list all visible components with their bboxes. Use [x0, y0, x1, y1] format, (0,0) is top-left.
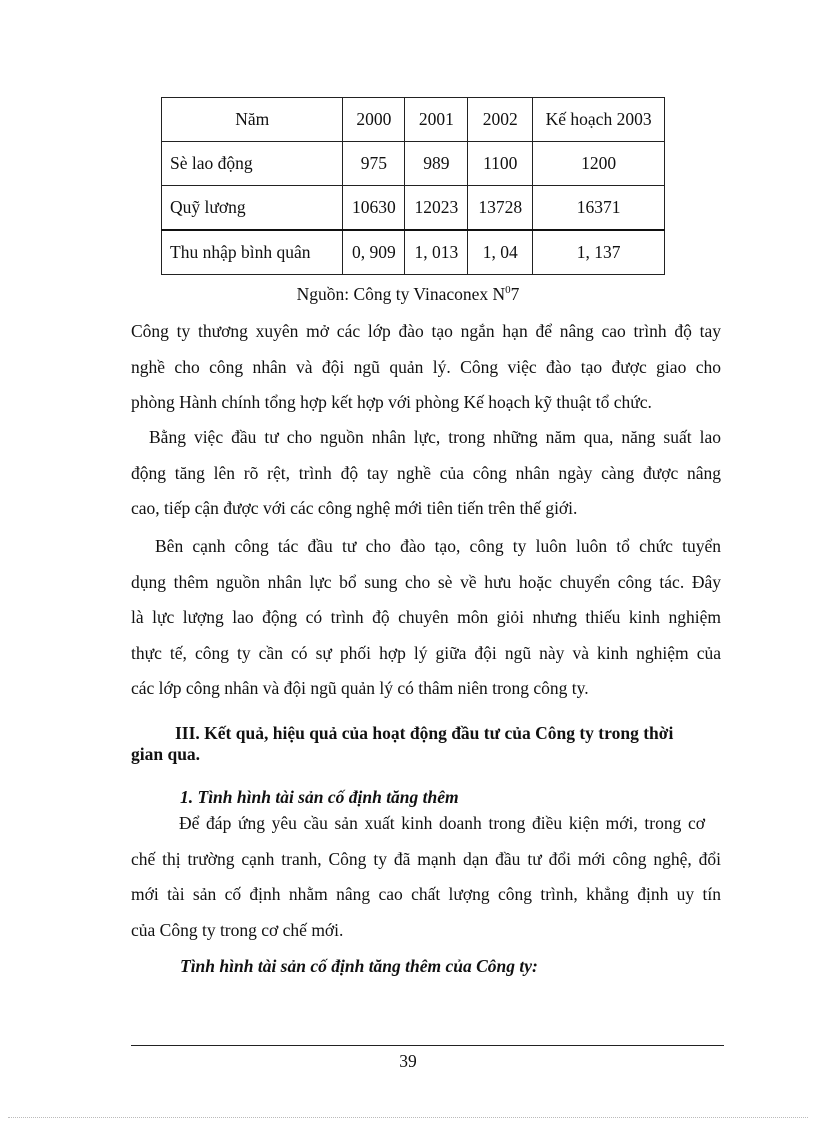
table-cell: 1100 — [468, 142, 533, 186]
caption-superscript: 0 — [505, 284, 511, 297]
table-cell: 0, 909 — [343, 230, 405, 275]
paragraph-line: dụng thêm nguồn nhân lực bổ sung cho sè về hưu hoặc chuyển công tác. Đây — [131, 571, 721, 592]
table-header-cell: 2002 — [468, 98, 533, 142]
paragraph-line: cao, tiếp cận được với các công nghệ mới tiên tiến trên thế giới. — [131, 498, 578, 518]
table-cell: 13728 — [468, 186, 533, 231]
paragraph-line: Để đáp ứng yêu cầu sản xuất kinh doanh trong điều kiện mới, trong cơ — [179, 813, 705, 833]
table-source-caption — [0, 284, 816, 305]
paragraph-recruitment — [131, 529, 721, 707]
paragraph-investment — [131, 420, 721, 527]
paragraph-line: nghề cho công nhân và đội ngũ quản lý. Công việc đào tạo được giao cho — [131, 356, 721, 377]
caption-tail: 7 — [510, 284, 520, 304]
paragraph-line: Bên cạnh công tác đầu tư cho đào tạo, công ty luôn luôn tổ chức tuyển — [155, 536, 721, 556]
caption-text: Nguồn: Công ty Vinaconex N — [296, 284, 506, 304]
section-heading-line: gian qua. — [131, 744, 201, 764]
paragraph-line: Bằng việc đầu tư cho nguồn nhân lực, trong những năm qua, năng suất lao — [149, 427, 721, 447]
paragraph-line: chế thị trường cạnh tranh, Công ty đã mạnh dạn đầu tư đổi mới công nghệ, đổi — [131, 848, 721, 869]
table-cell: 10630 — [343, 186, 405, 231]
table-header-cell: Kế hoạch 2003 — [533, 98, 665, 142]
paragraph-line: thực tế, công ty cần có sự phối hợp lý giữa đội ngũ này và kinh nghiệm của — [131, 642, 721, 663]
table-cell: 1, 04 — [468, 230, 533, 275]
table-cell: Sè lao động — [162, 142, 343, 186]
table-cell: 16371 — [533, 186, 665, 231]
paragraph-training — [131, 314, 721, 421]
table-cell: Thu nhập bình quân — [162, 230, 343, 275]
table-header-cell: 2000 — [343, 98, 405, 142]
table-cell: 975 — [343, 142, 405, 186]
paragraph-line: mới tài sản cố định nhằm nâng cao chất lượng công trình, khẳng định uy tín — [131, 884, 721, 904]
table-header-cell: 2001 — [405, 98, 468, 142]
table-cell: 1, 137 — [533, 230, 665, 275]
section-heading-line: III. Kết quả, hiệu quả của hoạt động đầu tư của Công ty trong thời — [175, 723, 674, 743]
page-number: 39 — [399, 1051, 417, 1071]
paragraph-line: là lực lượng lao động có trình độ chuyên môn giỏi nhưng thiếu kinh nghiệm — [131, 607, 721, 627]
paragraph-line: Công ty thương xuyên mở các lớp đào tạo ngắn hạn để nâng cao trình độ tay — [131, 321, 721, 341]
table-cell: 989 — [405, 142, 468, 186]
paragraph-line: động tăng lên rõ rệt, trình độ tay nghề của công nhân ngày càng được nâng — [131, 462, 721, 483]
table-cell: 1, 013 — [405, 230, 468, 275]
paragraph-line: các lớp công nhân và đội ngũ quản lý có thâm niên trong công ty. — [131, 678, 589, 698]
footer-divider — [131, 1045, 724, 1046]
table-header-row — [162, 98, 665, 142]
table-cell: Quỹ lương — [162, 186, 343, 231]
table-row — [162, 186, 665, 231]
labor-statistics-table — [161, 97, 665, 275]
table-row — [162, 230, 665, 275]
page-bottom-border — [8, 1117, 808, 1118]
subsection-heading: 1. Tình hình tài sản cố định tăng thêm — [180, 787, 459, 807]
table-heading: Tình hình tài sản cố định tăng thêm của Công ty: — [180, 956, 538, 976]
paragraph-line: của Công ty trong cơ chế mới. — [131, 919, 344, 940]
section-heading — [131, 723, 721, 765]
table-cell: 12023 — [405, 186, 468, 231]
table-header-cell: Năm — [162, 98, 343, 142]
table-cell: 1200 — [533, 142, 665, 186]
paragraph-line: phòng Hành chính tổng hợp kết hợp với phòng Kế hoạch kỹ thuật tổ chức. — [131, 392, 652, 412]
table-row — [162, 142, 665, 186]
paragraph-assets — [131, 806, 721, 948]
